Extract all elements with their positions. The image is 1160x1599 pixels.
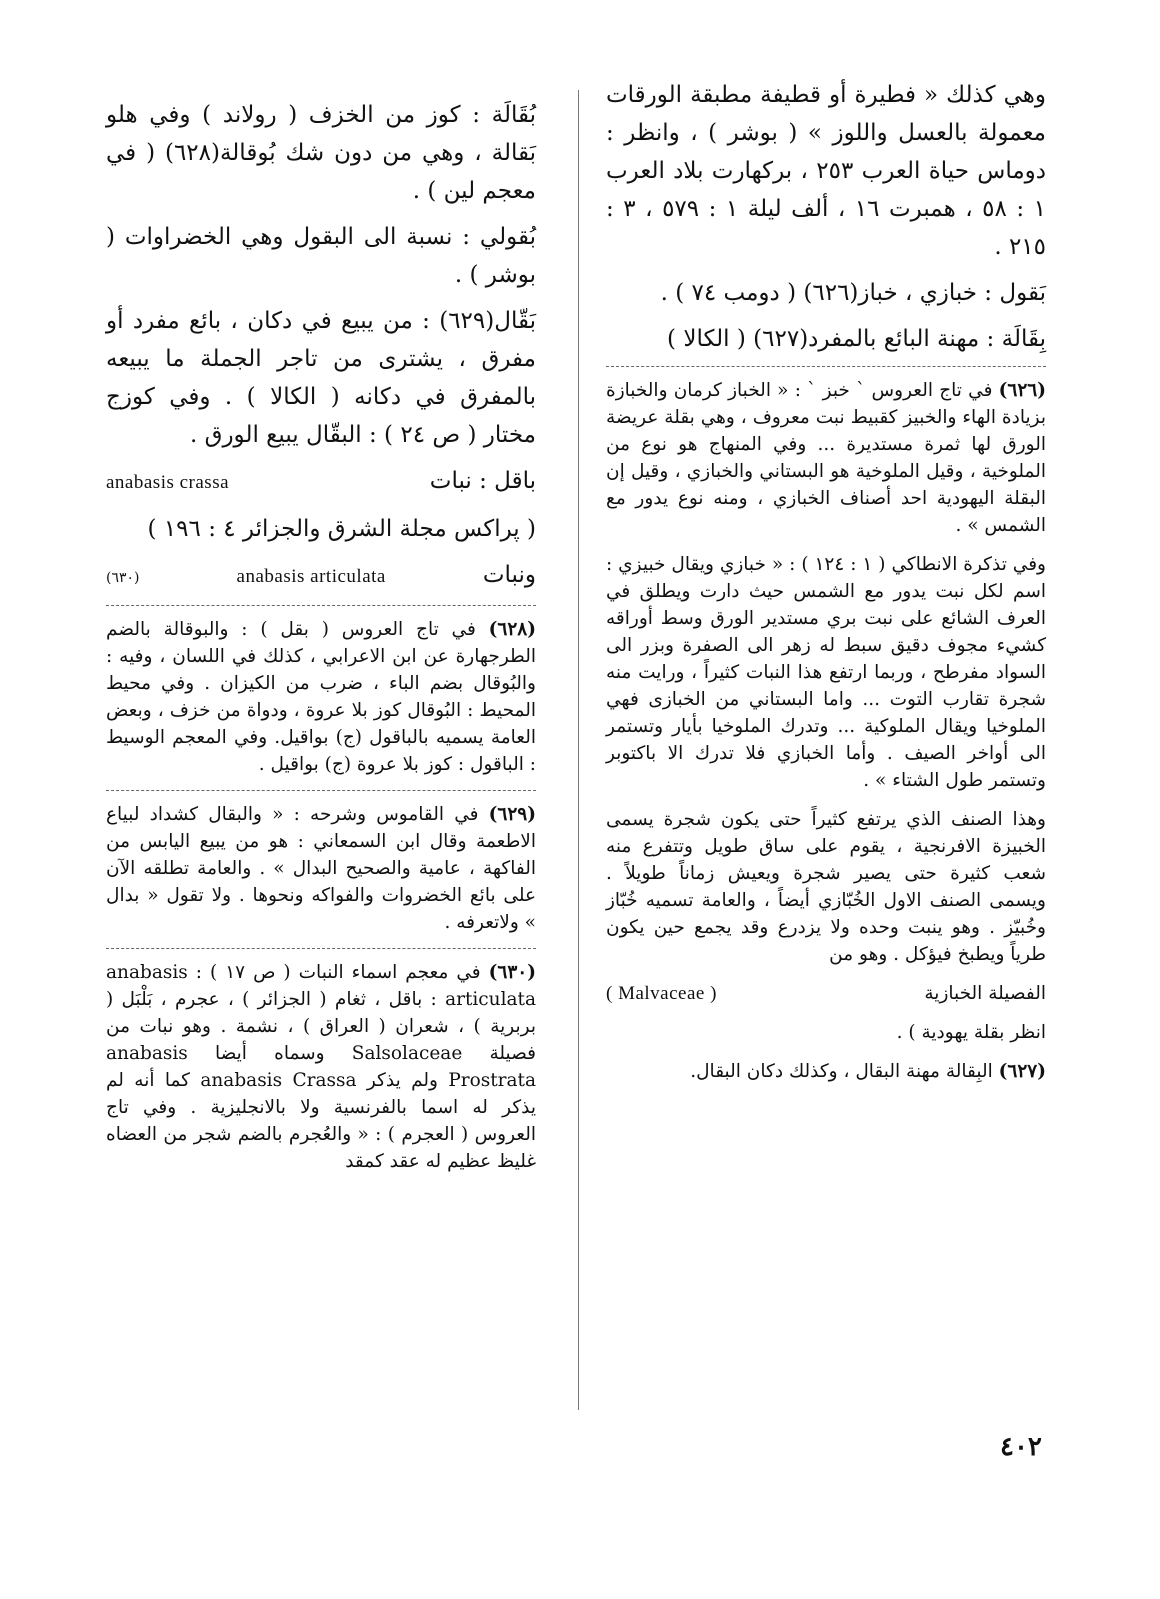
footnote-number: (٦٢٨) — [488, 619, 536, 640]
footnote-627 — [606, 1058, 1046, 1085]
left-column — [106, 96, 536, 1187]
baqil-arabic-2: ونبات — [482, 562, 536, 588]
entry-baqul: بَقول : خبازي ، خباز(٦٢٦) ( دومب ٧٤ ) . — [660, 280, 1046, 306]
footnote-ref: (٦٣٠) — [106, 570, 140, 586]
footnote-text: في تاج العروس ( بقل ) : والبوقالة بالضم الطرجهارة عن ابن الاعرابي ، كذلك في اللسان ، وفيه : والبُوقال بضم الباء ، ضرب من الكيزان . وفي محيط المحيط : البُوقال كوز بلا عروة ، ودواة من خزف ، وبعض العامة يسميه بالباقول (ج) بواقيل. وفي المعجم الوسيط : الباقول : كوز بلا عروة (ج) بواقيل . — [106, 619, 536, 775]
entry-buquli: بُقولي : نسبة الى البقول وهي الخضراوات ( بوشر ) . — [106, 224, 536, 288]
entry-baqil-2 — [106, 556, 536, 597]
footnote-text: في القاموس وشرحه : « والبقال كشداد لبياع الاطعمة وقال ابن السمعاني : هو من يبيع اليابس من الفاكهة ، عامية والصحيح البدال » . والعامة تطلقه الآن على بائع الخضروات والفواكه ونحوها . ولا تقول « بدال » ولاتعرفه . — [106, 804, 536, 933]
footnote-divider — [106, 948, 536, 949]
footnote-630 — [106, 959, 536, 1175]
baqil-latin: anabasis crassa — [106, 472, 230, 493]
footnote-626-end: انظر بقلة يهودية ) . — [896, 1022, 1046, 1043]
footnote-text: وفي تذكرة الانطاكي ( ١ : ١٢٤ ) : « خبازي ويقال خبيزي : اسم لكل نبت يدور مع الشمس حيث دارت ويطلق في العرف الشائع على نبت بري مستدير الورق وسط أوراقه كشيء مجوف دقيق سبط له زهر الى الصفرة وبزر الى السواد مفرطح ، وربما ارتفع هذا النبات كثيراً ، ورايت منه شجرة تقارب التوت ... واما البستاني من الخبازى فهي الملوخيا ويقال الملوكية ... وتدرك الملوخيا بأيار وتستمر الى أواخر الصيف . وأما الخبازي فلا تدرك الا باكتوبر وتستمر طول الشتاء » . — [606, 554, 1046, 791]
malvaceae-arabic: الفصيلة الخبازية — [924, 983, 1046, 1004]
right-column — [606, 76, 1046, 1097]
footnote-divider — [106, 790, 536, 791]
footnote-number: (٦٢٩) — [488, 804, 536, 825]
footnote-626 — [606, 377, 1046, 539]
footnote-separator — [106, 605, 536, 606]
entry-text: وهي كذلك « فطيرة أو قطيفة مطبقة الورقات معمولة بالعسل واللوز » ( بوشر ) ، وانظر : دوماس حياة العرب ٢٥٣ ، بركهارت بلاد العرب ١ : ٥٨ ، همبرت ١٦ ، ألف ليلة ١ : ٥٧٩ ، ٣ : ٢١٥ . — [606, 82, 1047, 260]
footnote-number: (٦٢٦) — [998, 380, 1046, 401]
baqil-arabic: باقل : نبات — [429, 468, 536, 494]
entry-baqil-1 — [106, 462, 536, 502]
footnote-text: البِقالة مهنة البقال ، وكذلك دكان البقال. — [690, 1061, 993, 1082]
footnote-number: (٦٣٠) — [488, 962, 536, 983]
footnote-text: في تاج العروس ` خبز ` : « الخباز كرمان والخبازة بزيادة الهاء والخبيز كقبيط نبت معروف ، وهي بقلة عريضة الورق لها ثمرة مستديرة ... وفي المنهاج هو نوع من الملوخية ، وقيل الملوخية هو البستاني والخبازي ، وقيل إن البقلة اليهودية احد أصناف الخبازي ، ومنه نوع يدور مع الشمس » . — [606, 380, 1046, 536]
entry-biqala: بِقَالَة : مهنة البائع بالمفرد(٦٢٧) ( الكالا ) — [667, 326, 1046, 352]
footnote-number: (٦٢٧) — [998, 1061, 1046, 1082]
malvaceae-latin: ( Malvaceae ) — [606, 983, 717, 1004]
baqil-latin-2: anabasis articulata — [236, 566, 386, 587]
page-number: ٤٠٢ — [1000, 1432, 1042, 1462]
footnote-629 — [106, 801, 536, 936]
footnote-text: في معجم اسماء النبات ( ص ١٧ ) : anabasis articulata : باقل ، ثغام ( الجزائر ) ، عجرم ، بَلْبَل ( بربرية ) ، شعران ( العراق ) ، نشمة . وهو نبات من فصيلة Salsolaceae وسماه أيضا anabasis Prostrata ولم يذكر anabasis Crassa كما أنه لم يذكر له اسما بالفرنسية ولا بالانجليزية . وفي تاج العروس ( العجرم ) : « والعُجرم بالضم شجر من العضاه غليظ عظيم له عقد كمقد — [106, 962, 537, 1172]
footnote-626-continued — [606, 551, 1046, 794]
footnote-628 — [106, 616, 536, 778]
entry-baqqal: بَقّال(٦٢٩) : من يبيع في دكان ، بائع مفرد أو مفرق ، يشترى من تاجر الجملة ما يبيعه بالمفرق في دكانه ( الكالا ) . وفي كوزج مختار ( ص ٢٤ ) : البقّال يبيع الورق . — [106, 308, 536, 448]
footnote-626-continued — [606, 806, 1046, 968]
column-divider — [578, 90, 579, 1410]
footnote-separator — [606, 366, 1046, 367]
entry-buqala: بُقَالَة : كوز من الخزف ( رولاند ) وفي هلو بَقالة ، وهي من دون شك بُوقالة(٦٢٨) ( في معجم لين ) . — [106, 102, 536, 204]
footnote-text: وهذا الصنف الذي يرتفع كثيراً حتى يكون شجرة يسمى الخبيزة الافرنجية ، يقوم على ساق طويل وتتفرع منه شعب كثيرة حتى يصير شجرة ويعيش زماناً طويلاً . ويسمى الصنف الاول الخُبّازي أيضاً ، والعامة تسميه خُبّاز وخُبيّز . وهو ينبت وحده ولا يزدرع وقد يجمع حين يكون طرياً ويطبخ فيؤكل . وهو من — [606, 809, 1046, 965]
baqil-reference: ( پراكس مجلة الشرق والجزائر ٤ : ١٩٦ ) — [147, 516, 536, 542]
malvaceae-line — [606, 980, 1046, 1007]
